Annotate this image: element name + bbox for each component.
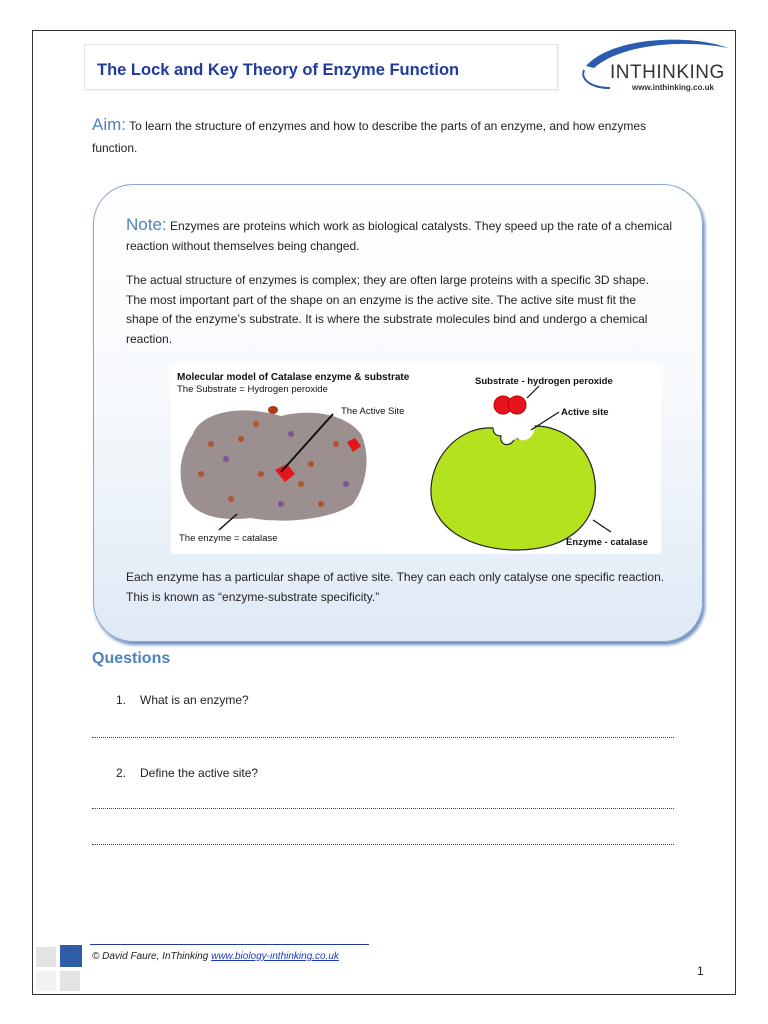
question-text: What is an enzyme? [140, 693, 249, 707]
note-text: Enzymes are proteins which work as biological catalysts. They speed up the rate of a chemical reaction without themselves being changed. [126, 219, 673, 253]
inthinking-logo [572, 36, 732, 98]
figure-left-substrate: The Substrate = Hydrogen peroxide [177, 384, 328, 395]
figure-right-enzyme: Enzyme - catalase [566, 537, 648, 548]
figure-right-active-site: Active site [561, 407, 609, 418]
aim-label: Aim: [92, 115, 126, 134]
answer-line-2[interactable] [92, 806, 674, 809]
questions-title: Questions [92, 650, 171, 667]
question-2 [116, 766, 258, 780]
footer-line [90, 944, 369, 945]
question-text: Define the active site? [140, 766, 259, 780]
question-1 [116, 693, 249, 707]
answer-line-3[interactable] [92, 842, 674, 845]
molecular-enzyme-blob [181, 410, 367, 520]
note-paragraph-1 [126, 215, 672, 256]
figure-left-enzyme: The enzyme = catalase [179, 533, 278, 544]
note-label: Note: [126, 215, 167, 234]
logo-text: INTHINKING [610, 62, 725, 83]
schematic-enzyme-pointer [593, 520, 611, 532]
question-number: 2. [116, 766, 127, 780]
figure-right-substrate: Substrate - hydrogen peroxide [475, 376, 613, 387]
logo-url: www.inthinking.co.uk [632, 83, 714, 92]
footer-decoration [34, 945, 94, 995]
figure-left-title: Molecular model of Catalase enzyme & substrate [177, 372, 410, 383]
substrate-atom-2 [508, 396, 526, 414]
substrate-molecule-small [268, 406, 278, 414]
aim-section [92, 114, 682, 159]
question-number: 1. [116, 693, 127, 707]
footer-link[interactable]: www.biology-inthinking.co.uk [211, 951, 339, 962]
page-title: The Lock and Key Theory of Enzyme Function [97, 61, 460, 79]
note-paragraph-2: The actual structure of enzymes is complex; they are often large proteins with a specific 3D shape. The most important part of the shape on an enzyme is the active site. The active site must fit the shape of the enzyme’s substrate. It is where the substrate molecules bind and undergo a chemical reaction. [126, 273, 649, 346]
answer-line-1[interactable] [92, 735, 674, 738]
figure-left-active-site: The Active Site [341, 406, 405, 417]
page-number: 1 [697, 964, 704, 978]
title-box [84, 44, 558, 90]
note-paragraph-3: Each enzyme has a particular shape of active site. They can each only catalyse one specific reaction. This is known as “enzyme-substrate specificity.” [126, 570, 665, 604]
copyright-text: © David Faure, InThinking [92, 951, 209, 962]
enzyme-figure [171, 364, 661, 554]
footer-copyright [92, 951, 339, 962]
schematic-enzyme [431, 426, 595, 550]
aim-text: To learn the structure of enzymes and how to describe the parts of an enzyme, and how enzymes function. [92, 119, 647, 155]
